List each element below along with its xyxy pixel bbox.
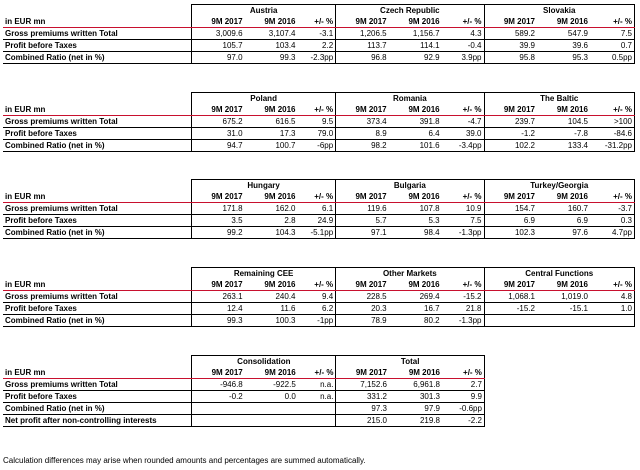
value-cell: 240.4 (245, 291, 298, 303)
value-cell: 97.0 (192, 52, 245, 64)
value-cell: 119.6 (336, 203, 389, 215)
value-cell: 24.9 (298, 215, 336, 227)
segment-title: Czech Republic (336, 5, 484, 17)
value-cell (192, 415, 245, 427)
column-header: 9M 2016 (389, 104, 442, 116)
value-cell (245, 403, 298, 415)
row-label-pbt: Profit before Taxes (3, 215, 192, 227)
value-cell: 12.4 (192, 303, 245, 315)
column-header: +/- % (298, 104, 336, 116)
column-header: 9M 2016 (245, 191, 298, 203)
row-label-cr: Combined Ratio (net in %) (3, 315, 192, 327)
value-cell: 1,206.5 (336, 28, 389, 40)
value-cell: 0.5pp (590, 52, 635, 64)
value-cell: >100 (590, 116, 635, 128)
value-cell: 103.4 (245, 40, 298, 52)
value-cell: 9.5 (298, 116, 336, 128)
value-cell: 6.9 (537, 215, 590, 227)
table-row (3, 403, 635, 415)
value-cell (245, 415, 298, 427)
value-cell: 97.6 (537, 227, 590, 239)
column-header: +/- % (298, 367, 336, 379)
value-cell: 8.9 (336, 128, 389, 140)
column-header: 9M 2016 (537, 16, 590, 28)
corner-cell (3, 5, 192, 17)
value-cell: -2.3pp (298, 52, 336, 64)
value-cell: -922.5 (245, 379, 298, 391)
row-label-gpw: Gross premiums written Total (3, 28, 192, 40)
value-cell: 39.6 (537, 40, 590, 52)
value-cell: -1.2 (484, 128, 537, 140)
value-cell: 269.4 (389, 291, 442, 303)
empty-cell (484, 356, 635, 368)
value-cell: 171.8 (192, 203, 245, 215)
segment-block-0 (3, 4, 635, 64)
value-cell: 97.9 (389, 403, 442, 415)
row-label-cr: Combined Ratio (net in %) (3, 403, 192, 415)
value-cell: 3,107.4 (245, 28, 298, 40)
table-row (3, 227, 635, 239)
table-row (3, 379, 635, 391)
column-header: +/- % (442, 191, 484, 203)
value-cell: 9.4 (298, 291, 336, 303)
column-header: 9M 2017 (336, 367, 389, 379)
column-header: +/- % (442, 16, 484, 28)
value-cell: 133.4 (537, 140, 590, 152)
value-cell: 0.3 (590, 215, 635, 227)
column-header: 9M 2016 (245, 279, 298, 291)
value-cell: n.a. (298, 391, 336, 403)
column-header: +/- % (442, 279, 484, 291)
value-cell: 113.7 (336, 40, 389, 52)
table-row (3, 52, 635, 64)
value-cell: 21.8 (442, 303, 484, 315)
column-header: 9M 2016 (389, 279, 442, 291)
value-cell: 99.2 (192, 227, 245, 239)
segment-block-3 (3, 267, 635, 327)
value-cell: 301.3 (389, 391, 442, 403)
value-cell: 1,068.1 (484, 291, 537, 303)
value-cell: -15.2 (484, 303, 537, 315)
column-header: 9M 2016 (245, 367, 298, 379)
column-header: +/- % (298, 279, 336, 291)
financial-table (3, 267, 635, 327)
value-cell: 4.8 (590, 291, 635, 303)
row-label-cr: Combined Ratio (net in %) (3, 227, 192, 239)
value-cell: n.a. (298, 379, 336, 391)
column-header: 9M 2017 (192, 367, 245, 379)
table-row (3, 128, 635, 140)
value-cell (537, 315, 590, 327)
footnote: Calculation differences may arise when rounded amounts and percentages are summed automatically. (3, 456, 366, 465)
unit-label: in EUR mn (3, 16, 192, 28)
row-label-pbt: Profit before Taxes (3, 128, 192, 140)
value-cell: 4.3 (442, 28, 484, 40)
value-cell: 6.4 (389, 128, 442, 140)
column-header: 9M 2017 (336, 16, 389, 28)
segment-title: Hungary (192, 180, 336, 192)
value-cell: 228.5 (336, 291, 389, 303)
value-cell (590, 315, 635, 327)
value-cell: 102.3 (484, 227, 537, 239)
segment-title: Central Functions (484, 268, 635, 280)
value-cell: 99.3 (192, 315, 245, 327)
corner-cell (3, 93, 192, 105)
value-cell: 114.1 (389, 40, 442, 52)
value-cell: 6.1 (298, 203, 336, 215)
value-cell: 95.8 (484, 52, 537, 64)
value-cell: 97.1 (336, 227, 389, 239)
row-label-gpw: Gross premiums written Total (3, 116, 192, 128)
value-cell: -5.1pp (298, 227, 336, 239)
table-row (3, 140, 635, 152)
value-cell: 105.7 (192, 40, 245, 52)
value-cell: 101.6 (389, 140, 442, 152)
column-header: 9M 2017 (192, 16, 245, 28)
table-row (3, 303, 635, 315)
value-cell: -0.6pp (442, 403, 484, 415)
segment-title: Austria (192, 5, 336, 17)
column-header: +/- % (590, 191, 635, 203)
value-cell: -3.7 (590, 203, 635, 215)
column-header: 9M 2016 (245, 104, 298, 116)
financial-table (3, 179, 635, 239)
financial-table (3, 92, 635, 152)
row-label-pbt: Profit before Taxes (3, 391, 192, 403)
column-header: 9M 2017 (484, 279, 537, 291)
value-cell: -3.4pp (442, 140, 484, 152)
value-cell: 154.7 (484, 203, 537, 215)
row-label-cr: Combined Ratio (net in %) (3, 140, 192, 152)
column-header: +/- % (442, 104, 484, 116)
value-cell: 547.9 (537, 28, 590, 40)
value-cell: 2.8 (245, 215, 298, 227)
value-cell: -7.8 (537, 128, 590, 140)
value-cell: -84.6 (590, 128, 635, 140)
segment-title: Slovakia (484, 5, 634, 17)
value-cell: -3.1 (298, 28, 336, 40)
segment-block-2 (3, 179, 635, 239)
column-header: 9M 2016 (537, 104, 590, 116)
value-cell: 219.8 (389, 415, 442, 427)
value-cell: 1,019.0 (537, 291, 590, 303)
column-header: 9M 2017 (336, 191, 389, 203)
value-cell: 391.8 (389, 116, 442, 128)
segment-title: Turkey/Georgia (484, 180, 635, 192)
value-cell: 239.7 (484, 116, 537, 128)
column-header: 9M 2017 (484, 16, 537, 28)
value-cell: 1,156.7 (389, 28, 442, 40)
table-row (3, 291, 635, 303)
table-row (3, 415, 635, 427)
value-cell: 80.2 (389, 315, 442, 327)
value-cell: 98.4 (389, 227, 442, 239)
segment-title: Consolidation (192, 356, 336, 368)
value-cell: -1pp (298, 315, 336, 327)
value-cell: 5.7 (336, 215, 389, 227)
corner-cell (3, 268, 192, 280)
value-cell: 104.3 (245, 227, 298, 239)
value-cell: 2.7 (442, 379, 484, 391)
unit-label: in EUR mn (3, 279, 192, 291)
table-row (3, 28, 635, 40)
value-cell: -31.2pp (590, 140, 635, 152)
column-header: 9M 2016 (389, 367, 442, 379)
segment-title: Poland (192, 93, 336, 105)
value-cell: 160.7 (537, 203, 590, 215)
value-cell: 99.3 (245, 52, 298, 64)
segment-title: Total (336, 356, 484, 368)
financial-table (3, 4, 635, 64)
value-cell: 589.2 (484, 28, 537, 40)
column-header: 9M 2017 (192, 191, 245, 203)
table-row (3, 116, 635, 128)
row-label-pbt: Profit before Taxes (3, 303, 192, 315)
segment-title: Remaining CEE (192, 268, 336, 280)
consolidation-block (3, 355, 635, 427)
value-cell: 98.2 (336, 140, 389, 152)
value-cell: 2.2 (298, 40, 336, 52)
value-cell: -1.3pp (442, 315, 484, 327)
value-cell: 3.5 (192, 215, 245, 227)
value-cell: -4.7 (442, 116, 484, 128)
column-header: 9M 2017 (192, 279, 245, 291)
value-cell: 3.9pp (442, 52, 484, 64)
segment-block-1 (3, 92, 635, 152)
value-cell: -0.4 (442, 40, 484, 52)
segment-title: The Baltic (484, 93, 634, 105)
value-cell: 17.3 (245, 128, 298, 140)
table-row (3, 391, 635, 403)
value-cell: 20.3 (336, 303, 389, 315)
value-cell: 1.0 (590, 303, 635, 315)
column-header: 9M 2016 (245, 16, 298, 28)
column-header: 9M 2016 (389, 191, 442, 203)
column-header: +/- % (590, 104, 635, 116)
value-cell: -15.2 (442, 291, 484, 303)
corner-cell (3, 356, 192, 368)
column-header: +/- % (298, 191, 336, 203)
value-cell: 100.3 (245, 315, 298, 327)
value-cell: 6.9 (484, 215, 537, 227)
unit-label: in EUR mn (3, 104, 192, 116)
value-cell: 6,961.8 (389, 379, 442, 391)
value-cell: 94.7 (192, 140, 245, 152)
column-header: 9M 2017 (336, 104, 389, 116)
value-cell: -0.2 (192, 391, 245, 403)
value-cell: 78.9 (336, 315, 389, 327)
value-cell: 16.7 (389, 303, 442, 315)
value-cell (484, 315, 537, 327)
table-row (3, 315, 635, 327)
value-cell: 79.0 (298, 128, 336, 140)
value-cell: 373.4 (336, 116, 389, 128)
row-label-gpw: Gross premiums written Total (3, 203, 192, 215)
column-header: 9M 2016 (389, 16, 442, 28)
unit-label: in EUR mn (3, 191, 192, 203)
unit-label: in EUR mn (3, 367, 192, 379)
column-header: 9M 2016 (537, 279, 590, 291)
value-cell: 9.9 (442, 391, 484, 403)
value-cell: 104.5 (537, 116, 590, 128)
value-cell: 0.7 (590, 40, 635, 52)
value-cell: 107.8 (389, 203, 442, 215)
value-cell: 616.5 (245, 116, 298, 128)
value-cell: 215.0 (336, 415, 389, 427)
value-cell: 102.2 (484, 140, 537, 152)
row-label-gpw: Gross premiums written Total (3, 291, 192, 303)
segment-title: Bulgaria (336, 180, 484, 192)
column-header: 9M 2016 (537, 191, 590, 203)
row-label-gpw: Gross premiums written Total (3, 379, 192, 391)
value-cell: 5.3 (389, 215, 442, 227)
financial-table (3, 355, 635, 427)
value-cell: 675.2 (192, 116, 245, 128)
value-cell: -1.3pp (442, 227, 484, 239)
row-label-pbt: Profit before Taxes (3, 40, 192, 52)
value-cell: 7,152.6 (336, 379, 389, 391)
value-cell: 0.0 (245, 391, 298, 403)
value-cell: 11.6 (245, 303, 298, 315)
value-cell: 162.0 (245, 203, 298, 215)
value-cell: 39.0 (442, 128, 484, 140)
value-cell: -946.8 (192, 379, 245, 391)
value-cell: 7.5 (590, 28, 635, 40)
value-cell: 95.3 (537, 52, 590, 64)
value-cell: -2.2 (442, 415, 484, 427)
column-header: 9M 2017 (336, 279, 389, 291)
value-cell (192, 403, 245, 415)
value-cell: 100.7 (245, 140, 298, 152)
value-cell: 7.5 (442, 215, 484, 227)
column-header: +/- % (590, 16, 635, 28)
column-header: 9M 2017 (484, 191, 537, 203)
value-cell: 4.7pp (590, 227, 635, 239)
value-cell (298, 415, 336, 427)
row-label-cr: Combined Ratio (net in %) (3, 52, 192, 64)
column-header: +/- % (590, 279, 635, 291)
table-row (3, 215, 635, 227)
value-cell: 6.2 (298, 303, 336, 315)
column-header: +/- % (442, 367, 484, 379)
table-row (3, 203, 635, 215)
value-cell: 263.1 (192, 291, 245, 303)
value-cell: -15.1 (537, 303, 590, 315)
column-header: +/- % (298, 16, 336, 28)
segment-title: Romania (336, 93, 484, 105)
value-cell: 10.9 (442, 203, 484, 215)
value-cell: 97.3 (336, 403, 389, 415)
value-cell: 31.0 (192, 128, 245, 140)
value-cell (298, 403, 336, 415)
corner-cell (3, 180, 192, 192)
segment-title: Other Markets (336, 268, 484, 280)
value-cell: 331.2 (336, 391, 389, 403)
column-header: 9M 2017 (192, 104, 245, 116)
value-cell: 96.8 (336, 52, 389, 64)
value-cell: 39.9 (484, 40, 537, 52)
table-row (3, 40, 635, 52)
value-cell: 92.9 (389, 52, 442, 64)
column-header: 9M 2017 (484, 104, 537, 116)
row-label-np: Net profit after non-controlling interests (3, 415, 192, 427)
value-cell: -6pp (298, 140, 336, 152)
value-cell: 3,009.6 (192, 28, 245, 40)
